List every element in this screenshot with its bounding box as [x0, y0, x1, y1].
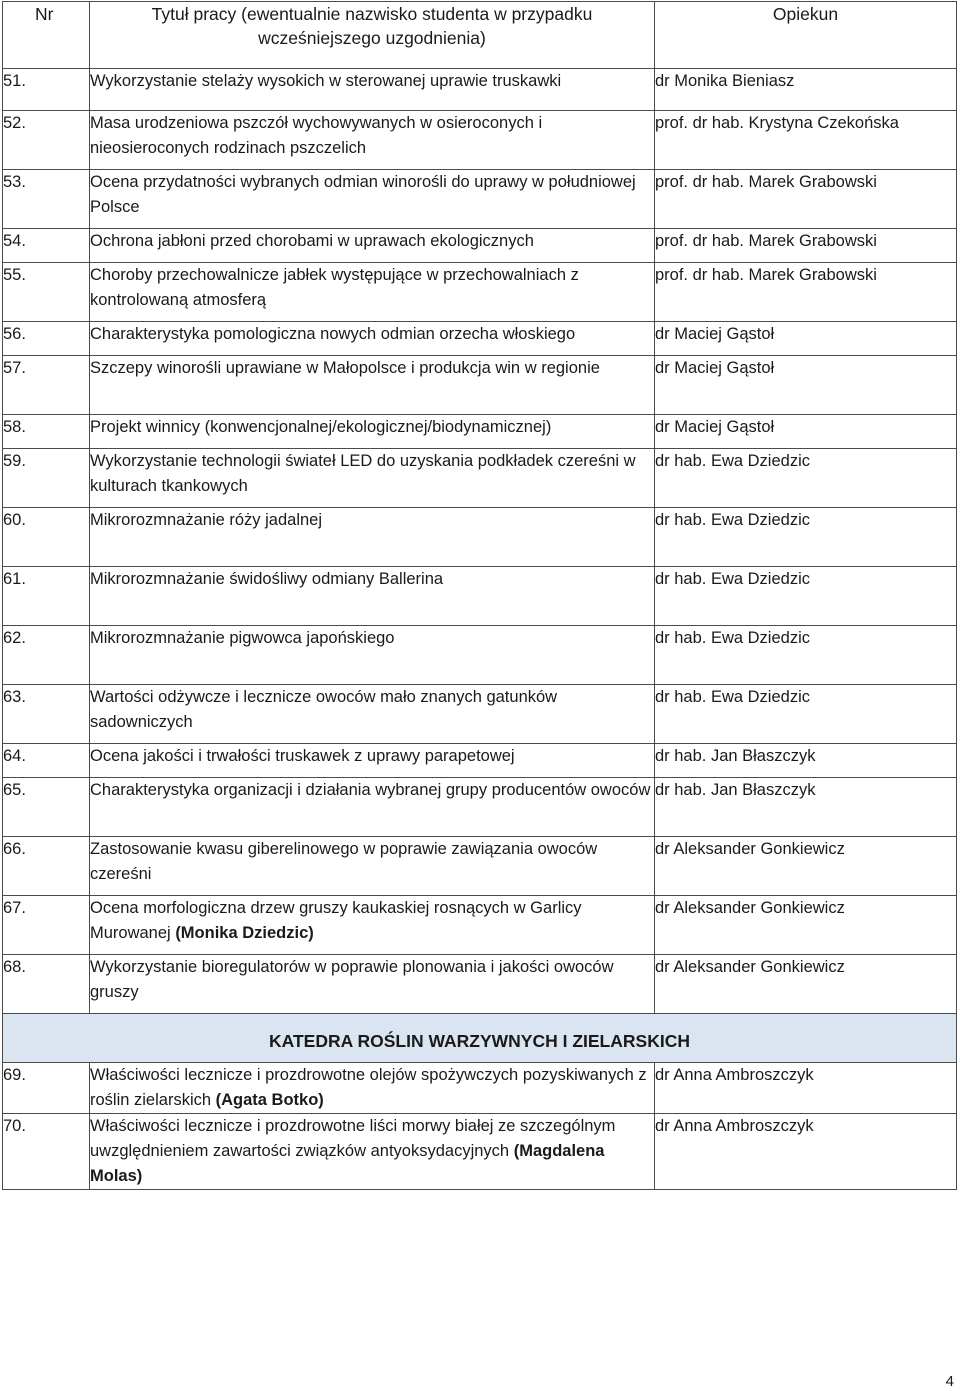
- table-row: [3, 449, 957, 508]
- row-number: 67.: [3, 896, 90, 955]
- supervisor: prof. dr hab. Krystyna Czekońska: [655, 111, 957, 170]
- thesis-title-cell: [90, 508, 655, 567]
- row-number: 52.: [3, 111, 90, 170]
- row-number: 51.: [3, 69, 90, 111]
- thesis-title: Mikrorozmnażanie pigwowca japońskiego: [90, 629, 395, 647]
- thesis-title-cell: [90, 685, 655, 744]
- thesis-title-cell: [90, 69, 655, 111]
- thesis-title-cell: [90, 744, 655, 778]
- supervisor: dr Anna Ambroszczyk: [655, 1063, 957, 1114]
- supervisor: dr hab. Ewa Dziedzic: [655, 626, 957, 685]
- thesis-title: Projekt winnicy (konwencjonalnej/ekologicznej/biodynamicznej): [90, 418, 552, 436]
- supervisor: dr hab. Ewa Dziedzic: [655, 508, 957, 567]
- row-number: 59.: [3, 449, 90, 508]
- thesis-title: Ocena morfologiczna drzew gruszy kaukaskiej rosnących w Garlicy Murowanej: [90, 899, 582, 942]
- table-row: [3, 744, 957, 778]
- table-row: [3, 69, 957, 111]
- row-number: 65.: [3, 778, 90, 837]
- row-number: 53.: [3, 170, 90, 229]
- thesis-title-cell: [90, 896, 655, 955]
- thesis-title-cell: [90, 322, 655, 356]
- department-row: [3, 1014, 957, 1063]
- thesis-title-cell: [90, 356, 655, 415]
- thesis-title: Wykorzystanie bioregulatorów w poprawie plonowania i jakości owoców gruszy: [90, 958, 614, 1001]
- row-number: 54.: [3, 229, 90, 263]
- supervisor: dr hab. Ewa Dziedzic: [655, 567, 957, 626]
- thesis-title: Właściwości lecznicze i prozdrowotne liści morwy białej ze szczególnym uwzględnieniem zawartości związków antyoksydacyjnych: [90, 1117, 616, 1160]
- thesis-title-cell: [90, 626, 655, 685]
- header-supervisor: Opiekun: [655, 2, 957, 69]
- table-row: [3, 263, 957, 322]
- supervisor: prof. dr hab. Marek Grabowski: [655, 263, 957, 322]
- page-number: 4: [945, 1373, 954, 1390]
- thesis-title: Ochrona jabłoni przed chorobami w uprawach ekologicznych: [90, 232, 534, 250]
- supervisor: dr hab. Ewa Dziedzic: [655, 449, 957, 508]
- thesis-title: Masa urodzeniowa pszczół wychowywanych w osieroconych i nieosieroconych rodzinach pszczelich: [90, 114, 543, 157]
- table-row: [3, 685, 957, 744]
- thesis-title: Mikrorozmnażanie róży jadalnej: [90, 511, 323, 529]
- thesis-title-cell: [90, 415, 655, 449]
- thesis-topics-table: [2, 1, 957, 1190]
- row-number: 64.: [3, 744, 90, 778]
- supervisor: dr Aleksander Gonkiewicz: [655, 955, 957, 1014]
- thesis-title-cell: [90, 1063, 655, 1114]
- table-row: [3, 1114, 957, 1190]
- thesis-title: Ocena przydatności wybranych odmian winorośli do uprawy w południowej Polsce: [90, 173, 636, 216]
- row-number: 63.: [3, 685, 90, 744]
- student-name: (Agata Botko): [215, 1091, 324, 1109]
- table-row: [3, 229, 957, 263]
- table-row: [3, 170, 957, 229]
- row-number: 61.: [3, 567, 90, 626]
- table-row: [3, 322, 957, 356]
- thesis-title-cell: [90, 955, 655, 1014]
- table-row: [3, 111, 957, 170]
- supervisor: prof. dr hab. Marek Grabowski: [655, 229, 957, 263]
- thesis-title: Wykorzystanie technologii świateł LED do uzyskania podkładek czereśni w kulturach tkankowych: [90, 452, 636, 495]
- table-row: [3, 955, 957, 1014]
- supervisor: dr Maciej Gąstoł: [655, 356, 957, 415]
- row-number: 58.: [3, 415, 90, 449]
- supervisor: dr hab. Ewa Dziedzic: [655, 685, 957, 744]
- supervisor: dr hab. Jan Błaszczyk: [655, 744, 957, 778]
- thesis-title: Wykorzystanie stelaży wysokich w sterowanej uprawie truskawki: [90, 72, 562, 90]
- department-heading: KATEDRA ROŚLIN WARZYWNYCH I ZIELARSKICH: [3, 1014, 957, 1063]
- thesis-title: Choroby przechowalnicze jabłek występujące w przechowalniach z kontrolowaną atmosferą: [90, 266, 579, 309]
- thesis-title-cell: [90, 567, 655, 626]
- table-row: [3, 415, 957, 449]
- table-row: [3, 567, 957, 626]
- table-row: [3, 778, 957, 837]
- thesis-title-cell: [90, 170, 655, 229]
- table-row: [3, 837, 957, 896]
- table-row: [3, 1063, 957, 1114]
- row-number: 70.: [3, 1114, 90, 1190]
- thesis-title-cell: [90, 111, 655, 170]
- student-name: (Monika Dziedzic): [175, 924, 314, 942]
- thesis-title: Charakterystyka pomologiczna nowych odmian orzecha włoskiego: [90, 325, 576, 343]
- student-name: (Magdalena Molas): [90, 1142, 605, 1185]
- supervisor: dr Aleksander Gonkiewicz: [655, 837, 957, 896]
- row-number: 69.: [3, 1063, 90, 1114]
- row-number: 57.: [3, 356, 90, 415]
- row-number: 56.: [3, 322, 90, 356]
- thesis-title: Ocena jakości i trwałości truskawek z uprawy parapetowej: [90, 747, 515, 765]
- row-number: 68.: [3, 955, 90, 1014]
- table-row: [3, 356, 957, 415]
- supervisor: dr hab. Jan Błaszczyk: [655, 778, 957, 837]
- row-number: 55.: [3, 263, 90, 322]
- table-row: [3, 896, 957, 955]
- table-row: [3, 626, 957, 685]
- thesis-title: Charakterystyka organizacji i działania wybranej grupy producentów owoców: [90, 781, 651, 799]
- row-number: 60.: [3, 508, 90, 567]
- table-header: [3, 2, 957, 69]
- header-title-line1: Tytuł pracy (ewentualnie nazwisko studenta w przypadku: [151, 4, 593, 24]
- supervisor: prof. dr hab. Marek Grabowski: [655, 170, 957, 229]
- supervisor: dr Maciej Gąstoł: [655, 415, 957, 449]
- supervisor: dr Maciej Gąstoł: [655, 322, 957, 356]
- thesis-title: Zastosowanie kwasu giberelinowego w poprawie zawiązania owoców czereśni: [90, 840, 598, 883]
- thesis-title-cell: [90, 778, 655, 837]
- thesis-title: Właściwości lecznicze i prozdrowotne olejów spożywczych pozyskiwanych z roślin zielarskich: [90, 1066, 647, 1109]
- supervisor: dr Monika Bieniasz: [655, 69, 957, 111]
- table-row: [3, 508, 957, 567]
- thesis-title-cell: [90, 1114, 655, 1190]
- thesis-title: Mikrorozmnażanie świdośliwy odmiany Ballerina: [90, 570, 444, 588]
- row-number: 66.: [3, 837, 90, 896]
- row-number: 62.: [3, 626, 90, 685]
- thesis-title-cell: [90, 229, 655, 263]
- supervisor: dr Aleksander Gonkiewicz: [655, 896, 957, 955]
- thesis-title-cell: [90, 449, 655, 508]
- header-nr: Nr: [3, 2, 90, 69]
- thesis-title-cell: [90, 263, 655, 322]
- thesis-title: Szczepy winorośli uprawiane w Małopolsce i produkcja win w regionie: [90, 359, 600, 377]
- thesis-title: Wartości odżywcze i lecznicze owoców mało znanych gatunków sadowniczych: [90, 688, 558, 731]
- header-title: [90, 2, 655, 69]
- header-title-line2: wcześniejszego uzgodnienia): [258, 28, 486, 48]
- supervisor: dr Anna Ambroszczyk: [655, 1114, 957, 1190]
- thesis-title-cell: [90, 837, 655, 896]
